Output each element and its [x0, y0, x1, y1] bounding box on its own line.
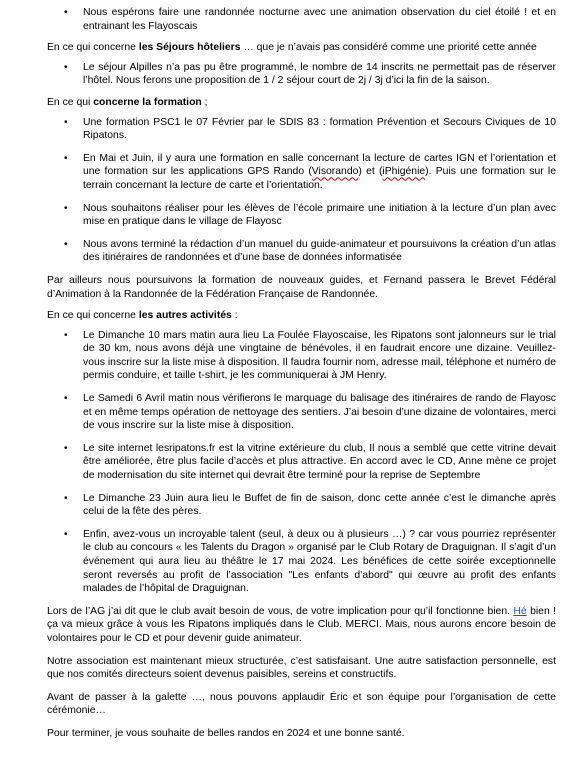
bullet-icon: •: [64, 61, 68, 73]
sejours-intro: En ce qui concerne les Séjours hôteliers … que je n’avais pas considéré comme une priorité cette année: [47, 42, 537, 54]
formation-list: [47, 116, 556, 265]
guides-paragraph: Par ailleurs nous poursuivons la formation de nouveaux guides, et Fernand passera le Brevet Fédéral d’Animation à la Randonnée de la Fédération Française de Randonnée.: [47, 274, 556, 300]
bullet-icon: •: [64, 7, 68, 18]
bullet-icon: •: [64, 393, 68, 405]
list-item: • Nous avons terminé la rédaction d’un manuel du guide-animateur et poursuivons la création d’un atlas des itinéraires de randonnées et d’une base de données informatisée: [64, 238, 556, 264]
activites-intro: En ce qui concerne les autres activités :: [47, 310, 238, 322]
list-item: • Une formation PSC1 le 07 Février par le SDIS 83 : formation Prévention et Secours Civiques de 10 Ripatons.: [64, 116, 556, 142]
list-item: • En Mai et Juin, il y aura une formation en salle concernant la lecture de cartes IGN et l’orientation et une formation sur les applications GPS Rando (Visorando) et (iPhigénie). Puis une formation sur le terrain concernant la lecture de carte et l’orientation.: [64, 152, 556, 191]
bullet-icon: •: [64, 238, 68, 250]
bullet-icon: •: [64, 202, 68, 214]
bullet-icon: •: [64, 528, 68, 540]
sejours-list: [47, 61, 556, 88]
galette-paragraph: Avant de passer à la galette …, nous pouvons applaudir Éric et son équipe pour l’organisation de cette cérémonie…: [47, 691, 556, 717]
activites-list: [47, 329, 556, 596]
bullet-icon: •: [64, 442, 68, 454]
association-paragraph: Notre association est maintenant mieux structurée, c’est satisfaisant. Une autre satisfaction personnelle, est que nos comités directeurs soient devenus paisibles, sereins et constructifs.: [47, 655, 556, 681]
document-page: [0, 6, 586, 741]
he-link[interactable]: Hé: [513, 605, 527, 617]
bullet-icon: •: [64, 492, 68, 504]
ag-paragraph: Lors de l’AG j’ai dit que le club avait besoin de vous, de votre implication pour qu’il fonctionne bien. Hé bien ! ça va mieux grâce à vous les Ripatons impliqués dans le Club. MERCI. Mais, nous aurons encore besoin de volontaires pour le CD et pour devenir guide animateur.: [47, 605, 556, 644]
list-item: • Le Dimanche 10 mars matin aura lieu La Foulée Flayoscaise, les Ripatons sont jalonneurs sur le trial de 30 km, nous avons déjà une vingtaine de bénévoles, il en faudrait encore une dizaine. Veuillez-vous inscrire sur la liste mise à disposition. Il faudra fournir nom, adresse mail, téléphone et numéro de permis conduire, et taille t-shirt, je les communiquerai à JM Henry.: [64, 329, 556, 382]
bullet-icon: •: [64, 116, 68, 128]
night-hike-list: [47, 6, 556, 33]
formation-intro: En ce qui concerne la formation ;: [47, 96, 208, 108]
list-item: • Le site internet lesripatons.fr est la vitrine extérieure du club, Il nous a semblé que cette vitrine devait être améliorée, être plus facile d’accès et plus attractive. En accord avec le CD, Anne mène ce projet de modernisation du site internet qui devrait être terminé pour la reprise de Septembre: [64, 442, 556, 482]
bullet-icon: •: [64, 329, 68, 341]
bullet-icon: •: [64, 152, 68, 164]
list-item: • Nous espérons faire une randonnée nocturne avec une animation observation du ciel étoilé ! et en entrainant les Flayoscais: [64, 7, 556, 32]
list-item: • Nous souhaitons réaliser pour les élèves de l’école primaire une initiation à la lecture d’un plan avec mise en pratique dans le village de Flayosc: [64, 202, 556, 228]
list-item: • Le Samedi 6 Avril matin nous vérifierons le marquage du balisage des itinéraires de rando de Flayosc et en même temps opération de nettoyage des sentiers. J’ai besoin d’une dizaine de volontaires, merci de vous inscrire sur la liste mise à disposition.: [64, 393, 556, 432]
list-item: • Le séjour Alpilles n’a pas pu être programmé, le nombre de 14 inscrits ne permettait pas de réserver l’hôtel. Nous ferons une proposition de 1 / 2 séjour court de 2j / 3j d’ici la fin de la saison.: [64, 61, 556, 87]
list-item: • Enfin, avez-vous un incroyable talent (seul, à deux ou à plusieurs …) ? car vous pourriez représenter le club au concours « les Talents du Dragon » organisé par le Club Rotary de Draguignan. Il s’agit d’un événement qui aura lieu au théâtre le 17 mai 2024. Les bénéfices de cette soirée exceptionnelle seront reversés au profit de l’association "Les enfants d’abord" qui œuvre au profit des enfants malades de l’hôpital de Draguignan.: [64, 528, 556, 595]
closing-paragraph: Pour terminer, je vous souhaite de belles randos en 2024 et une bonne santé.: [47, 727, 405, 739]
list-item: • Le Dimanche 23 Juin aura lieu le Buffet de fin de saison, donc cette année c’est le dimanche après celui de la fête des pères.: [64, 492, 556, 518]
